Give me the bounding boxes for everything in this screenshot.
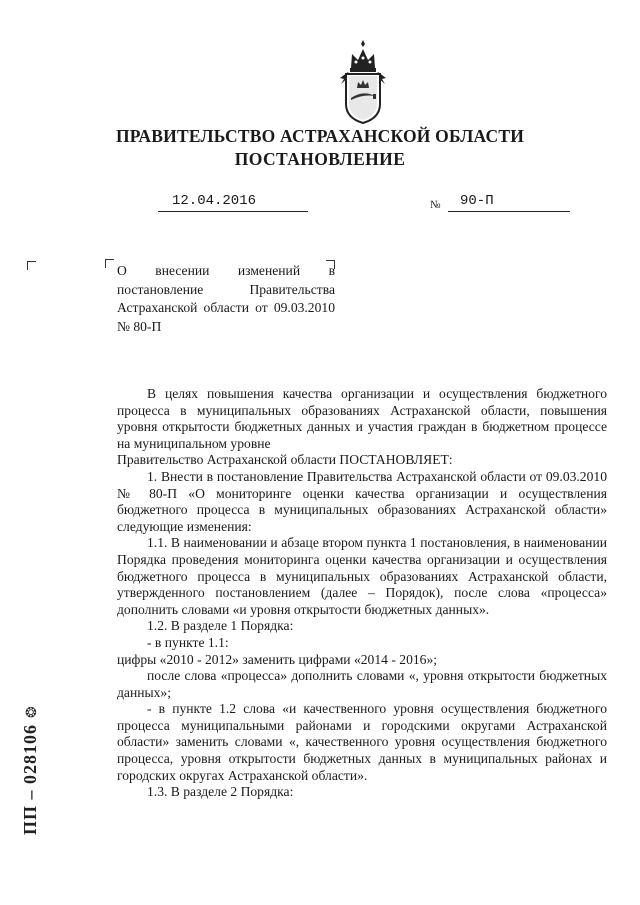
body-paragraph: 1.1. В наименовании и абзаце втором пункта 1 постановления, в наименовании Порядка проведения мониторинга оценки качества организации и осуществления бюджетного процесса в муниципальных образованиях Астраханской области, утвержденного постановлением (далее – Порядок), после слова «процесса» дополнить словами «и уровня открытости бюджетных данных».	[117, 535, 607, 617]
body-paragraph: Правительство Астраханской области ПОСТАНОВЛЯЕТ:	[117, 452, 453, 468]
document-subject: О внесении изменений в постановление Правительства Астраханской области от 09.03.2010 № 80-П	[117, 263, 335, 334]
body-paragraph: - в пункте 1.1:	[147, 634, 229, 650]
corner-mark	[105, 259, 114, 268]
number-value: 90-П	[460, 193, 494, 209]
corner-mark	[27, 261, 36, 270]
body-paragraph: цифры «2010 - 2012» заменить цифрами «2014 - 2016»;	[117, 651, 438, 667]
date-value: 12.04.2016	[172, 193, 257, 209]
document-body	[117, 386, 607, 801]
body-paragraph: 1.3. В разделе 2 Порядка:	[147, 784, 294, 800]
organization-title: ПРАВИТЕЛЬСТВО АСТРАХАНСКОЙ ОБЛАСТИ	[115, 126, 525, 146]
number-field	[448, 194, 570, 212]
body-paragraph: после слова «процесса» дополнить словами «, уровня открытости бюджетных данных»;	[117, 668, 607, 700]
date-field	[158, 194, 308, 212]
document-type: ПОСТАНОВЛЕНИЕ	[234, 149, 406, 169]
body-paragraph: 1. Внести в постановление Правительства Астраханской области от 09.03.2010 № 80-П «О мониторинге оценки качества организации и осуществления бюджетного процесса в муниципальных образованиях Астраханской области» следующие изменения:	[117, 468, 607, 534]
number-prefix: №	[430, 199, 441, 211]
side-serial-number	[20, 705, 41, 835]
serial-ornament-icon: ❂	[25, 705, 40, 718]
body-paragraph: 1.2. В разделе 1 Порядка:	[147, 618, 294, 634]
body-paragraph: В целях повышения качества организации и осуществления бюджетного процесса в муниципальных образованиях Астраханской области, повышения уровня открытости бюджетных данных и участия граждан в бюджетном процессе на муниципальном уровне	[117, 386, 607, 451]
serial-code: ПП – 028106	[20, 723, 40, 835]
body-paragraph: - в пункте 1.2 слова «и качественного уровня осуществления бюджетного процесса муниципальными районами и городскими округами Астраханской области» заменить словами «, качественного уровня осуществления бюджетного процесса, уровня открытости бюджетных данных в муниципальных районах и городских округах Астраханской области».	[117, 701, 607, 783]
coat-of-arms-emblem	[336, 38, 390, 124]
